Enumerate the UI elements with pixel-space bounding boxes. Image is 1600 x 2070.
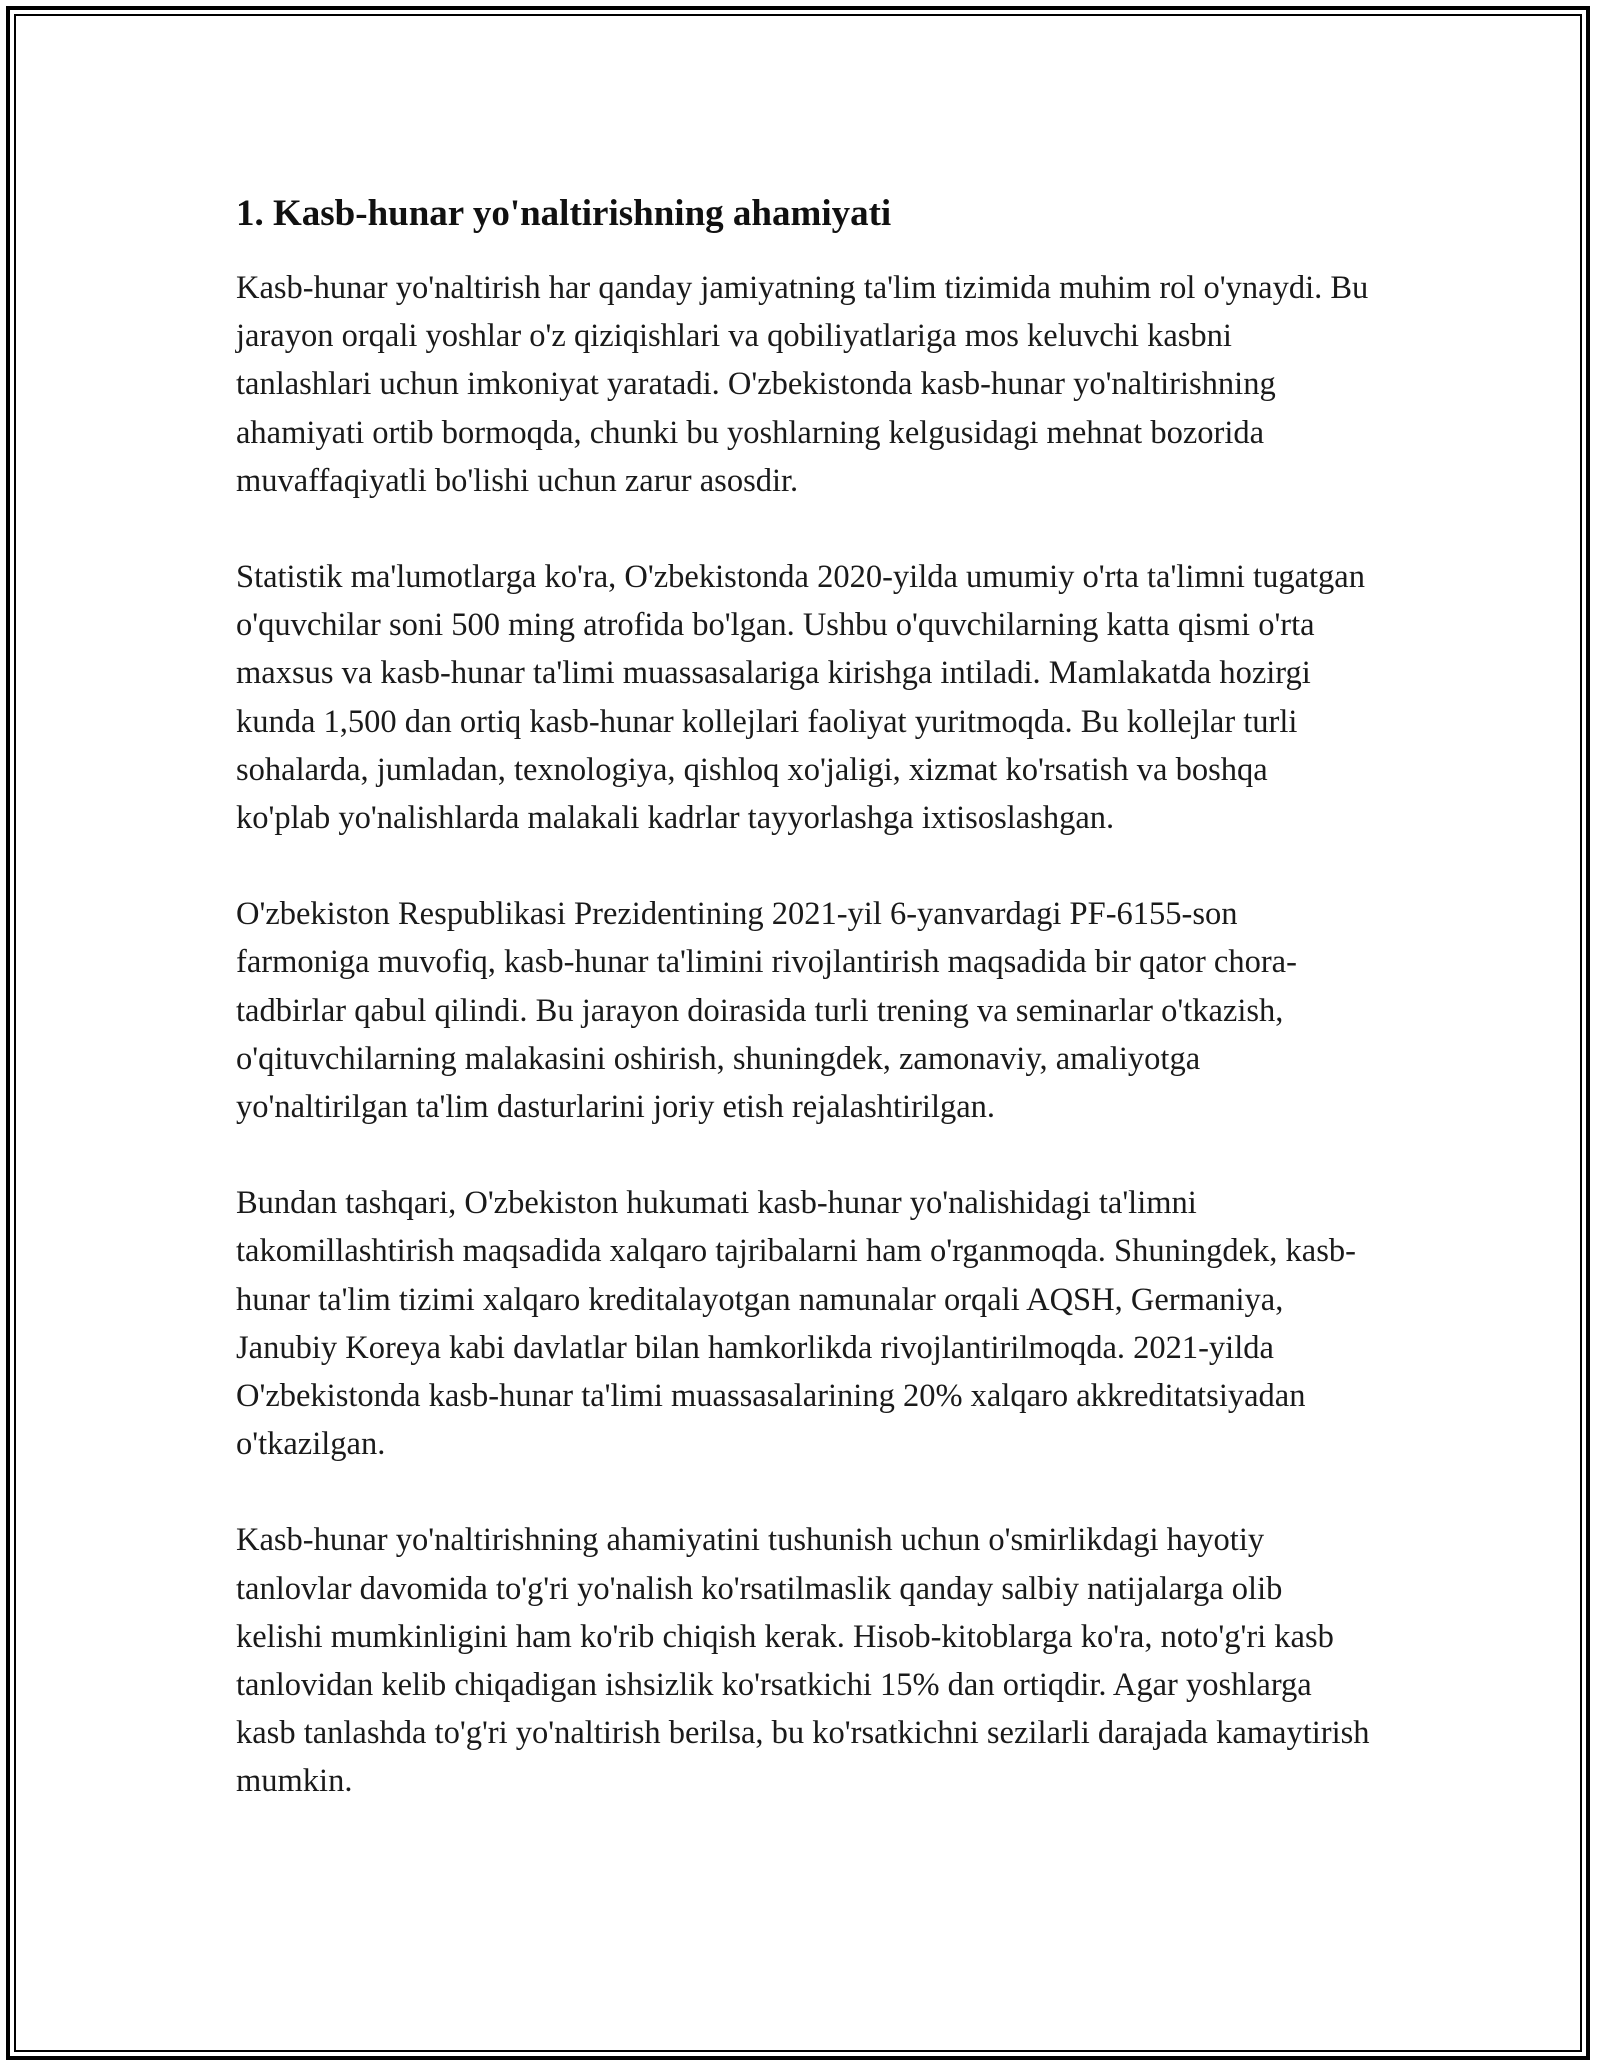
paragraph-5: Kasb-hunar yo'naltirishning ahamiyatini tushunish uchun o'smirlikdagi hayotiy tanlovlar davomida to'g'ri yo'nalish ko'rsatilmaslik qanday salbiy natijalarga olib kelishi mumkinligini ham ko'rib chiqish kerak. Hisob-kitoblarga ko'ra, noto'g'ri kasb tanlovidan kelib chiqadigan ishsizlik ko'rsatkichi 15% dan ortiqdir. Agar yoshlarga kasb tanlashda to'g'ri yo'naltirish berilsa, bu ko'rsatkichni sezilarli darajada kamaytirish mumkin. [236,1522,1370,1800]
document-body [236,186,1370,1854]
paragraph-3: O'zbekiston Respublikasi Prezidentining 2021-yil 6-yanvardagi PF-6155-son farmoniga muvofiq, kasb-hunar ta'limini rivojlantirish maqsadida bir qator chora-tadbirlar qabul qilindi. Bu jarayon doirasida turli trening va seminarlar o'tkazish, o'qituvchilarning malakasini oshirish, shuningdek, zamonaviy, amaliyotga yo'naltirilgan ta'lim dasturlarini joriy etish rejalashtirilgan. [236,896,1297,1126]
paragraph-4: Bundan tashqari, O'zbekiston hukumati kasb-hunar yo'nalishidagi ta'limni takomillashtirish maqsadida xalqaro tajribalarni ham o'rganmoqda. Shuningdek, kasb-hunar ta'lim tizimi xalqaro kreditalayotgan namunalar orqali AQSH, Germaniya, Janubiy Koreya kabi davlatlar bilan hamkorlikda rivojlantirilmoqda. 2021-yilda O'zbekistonda kasb-hunar ta'limi muassasalarining 20% xalqaro akkreditatsiyadan o'tkazilgan. [236,1185,1356,1463]
section-heading: 1. Kasb-hunar yo'naltirishning ahamiyati [236,193,892,234]
paragraph-2: Statistik ma'lumotlarga ko'ra, O'zbekistonda 2020-yilda umumiy o'rta ta'limni tugatgan o'quvchilar soni 500 ming atrofida bo'lgan. Ushbu o'quvchilarning katta qismi o'rta maxsus va kasb-hunar ta'limi muassasalariga kirishga intiladi. Mamlakatda hozirgi kunda 1,500 dan ortiq kasb-hunar kollejlari faoliyat yuritmoqda. Bu kollejlar turli sohalarda, jumladan, texnologiya, qishloq xo'jaligi, xizmat ko'rsatish va boshqa ko'plab yo'nalishlarda malakali kadrlar tayyorlashga ixtisoslashgan. [236,559,1365,837]
paragraph-1: Kasb-hunar yo'naltirish har qanday jamiyatning ta'lim tizimida muhim rol o'ynaydi. Bu jarayon orqali yoshlar o'z qiziqishlari va qobiliyatlariga mos keluvchi kasbni tanlashlari uchun imkoniyat yaratadi. O'zbekistonda kasb-hunar yo'naltirishning ahamiyati ortib bormoqda, chunki bu yoshlarning kelgusidagi mehnat bozorida muvaffaqiyatli bo'lishi uchun zarur asosdir. [236,270,1369,499]
